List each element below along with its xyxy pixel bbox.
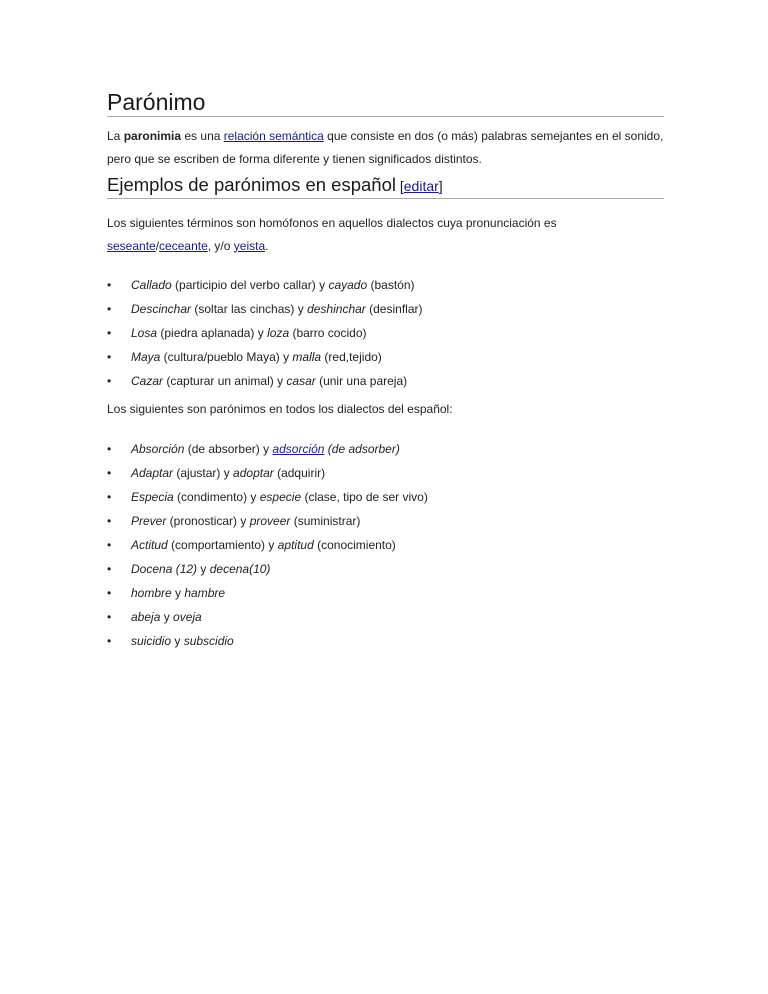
list-item bbox=[107, 437, 664, 461]
gloss-b: (conocimiento) bbox=[313, 537, 396, 552]
bullet: • bbox=[107, 585, 112, 600]
conjunction: y bbox=[197, 561, 210, 576]
intro-text-3: que consiste en dos (o más) palabras semejantes en el sonido, pero que se escriben de forma diferente y tienen significados distintos. bbox=[107, 129, 664, 166]
para2-slash: / bbox=[155, 238, 160, 253]
bullet: • bbox=[107, 633, 112, 648]
gloss-b: (barro cocido) bbox=[289, 326, 367, 340]
gloss-b: (bastón) bbox=[367, 278, 415, 292]
gloss-a: (comportamiento) y bbox=[167, 537, 278, 552]
paronyms-list bbox=[107, 437, 664, 653]
gloss-a: (pronosticar) y bbox=[166, 513, 250, 528]
gloss-a: (de absorber) y bbox=[184, 441, 273, 456]
list-item bbox=[107, 369, 664, 393]
link-relacion-semantica[interactable]: relación semántica bbox=[223, 129, 324, 143]
conjunction: y bbox=[171, 585, 185, 600]
word-b: subscidio bbox=[183, 633, 234, 648]
bullet: • bbox=[107, 441, 112, 456]
word-a: hombre bbox=[131, 585, 172, 600]
section-edit bbox=[396, 178, 443, 194]
list-item bbox=[107, 345, 664, 369]
gloss-a: (cultura/pueblo Maya) y bbox=[160, 350, 293, 364]
gloss-b: (adquirir) bbox=[273, 465, 326, 480]
list-item bbox=[107, 273, 664, 297]
bullet: • bbox=[107, 609, 112, 624]
page-title: Parónimo bbox=[107, 88, 664, 117]
word-a: Actitud bbox=[131, 537, 168, 552]
section-heading-text: Ejemplos de parónimos en español bbox=[107, 174, 396, 195]
paronyms-paragraph: Los siguientes son parónimos en todos los dialectos del español: bbox=[107, 402, 453, 416]
word-a: Cazar bbox=[131, 374, 164, 388]
list-item bbox=[107, 509, 664, 533]
para2-text: Los siguientes términos son homófonos en aquellos dialectos cuya pronunciación es bbox=[107, 216, 557, 230]
edit-link[interactable]: editar bbox=[403, 178, 439, 194]
para2-mid: , y/o bbox=[207, 238, 234, 253]
link-yeista[interactable]: yeista bbox=[233, 238, 266, 253]
word-b: decena(10) bbox=[209, 561, 271, 576]
homophones-list bbox=[107, 273, 664, 393]
link-ceceante[interactable]: ceceante bbox=[159, 238, 208, 253]
intro-paragraph bbox=[107, 125, 664, 170]
bullet: • bbox=[107, 465, 112, 480]
word-a: abeja bbox=[131, 609, 161, 624]
bullet: • bbox=[107, 278, 112, 292]
homophones-paragraph bbox=[107, 212, 664, 257]
word-b: deshinchar bbox=[307, 302, 366, 316]
word-b: cayado bbox=[328, 278, 368, 292]
intro-text-1: La bbox=[107, 129, 124, 143]
para2-end: . bbox=[265, 238, 269, 253]
conjunction: y bbox=[171, 633, 184, 648]
list-item bbox=[107, 605, 664, 629]
edit-bracket-open: [ bbox=[395, 178, 404, 194]
word-a: Maya bbox=[131, 350, 161, 364]
gloss-b: (de adsorber) bbox=[324, 441, 400, 456]
gloss-b: (red,tejido) bbox=[321, 350, 382, 364]
list-item bbox=[107, 485, 664, 509]
word-b: loza bbox=[267, 326, 290, 340]
gloss-b: (desinflar) bbox=[365, 302, 423, 316]
list-item bbox=[107, 581, 664, 605]
bullet: • bbox=[107, 326, 112, 340]
link-adsorcion[interactable]: adsorción bbox=[272, 441, 325, 456]
gloss-a: (participio del verbo callar) y bbox=[171, 278, 329, 292]
gloss-b: (suministrar) bbox=[290, 513, 361, 528]
word-a: Descinchar bbox=[131, 302, 192, 316]
intro-text-2: es una bbox=[181, 129, 224, 143]
word-b: hambre bbox=[184, 585, 226, 600]
list-item bbox=[107, 629, 664, 653]
list-item bbox=[107, 557, 664, 581]
bullet: • bbox=[107, 537, 112, 552]
word-a: Docena (12) bbox=[131, 561, 198, 576]
word-b: especie bbox=[259, 489, 302, 504]
word-b: casar bbox=[286, 374, 316, 388]
word-a: Callado bbox=[131, 278, 172, 292]
word-b: adoptar bbox=[233, 465, 274, 480]
word-a: suicidio bbox=[131, 633, 172, 648]
gloss-b: (clase, tipo de ser vivo) bbox=[301, 489, 428, 504]
section-heading bbox=[107, 173, 664, 199]
bullet: • bbox=[107, 350, 112, 364]
article bbox=[107, 88, 664, 653]
gloss-a: (ajustar) y bbox=[173, 465, 234, 480]
bullet: • bbox=[107, 561, 112, 576]
edit-bracket-close: ] bbox=[438, 178, 443, 194]
bullet: • bbox=[107, 489, 112, 504]
list-item bbox=[107, 533, 664, 557]
bullet: • bbox=[107, 302, 112, 316]
word-a: Losa bbox=[131, 326, 158, 340]
word-a: Prever bbox=[131, 513, 167, 528]
word-a: Absorción bbox=[131, 441, 185, 456]
word-b: malla bbox=[292, 350, 322, 364]
gloss-a: (soltar las cinchas) y bbox=[191, 302, 308, 316]
conjunction: y bbox=[160, 609, 174, 624]
gloss-b: (unir una pareja) bbox=[315, 374, 408, 388]
word-b: aptitud bbox=[277, 537, 314, 552]
gloss-a: (piedra aplanada) y bbox=[157, 326, 268, 340]
bullet: • bbox=[107, 374, 112, 388]
link-seseante[interactable]: seseante bbox=[107, 238, 156, 253]
list-item bbox=[107, 321, 664, 345]
word-a: Especia bbox=[131, 489, 174, 504]
word-a: Adaptar bbox=[131, 465, 174, 480]
gloss-a: (condimento) y bbox=[173, 489, 260, 504]
gloss-a: (capturar un animal) y bbox=[163, 374, 287, 388]
list-item bbox=[107, 297, 664, 321]
intro-term: paronimia bbox=[123, 129, 182, 143]
word-b: oveja bbox=[173, 609, 202, 624]
word-b: proveer bbox=[249, 513, 291, 528]
bullet: • bbox=[107, 513, 112, 528]
list-item bbox=[107, 461, 664, 485]
